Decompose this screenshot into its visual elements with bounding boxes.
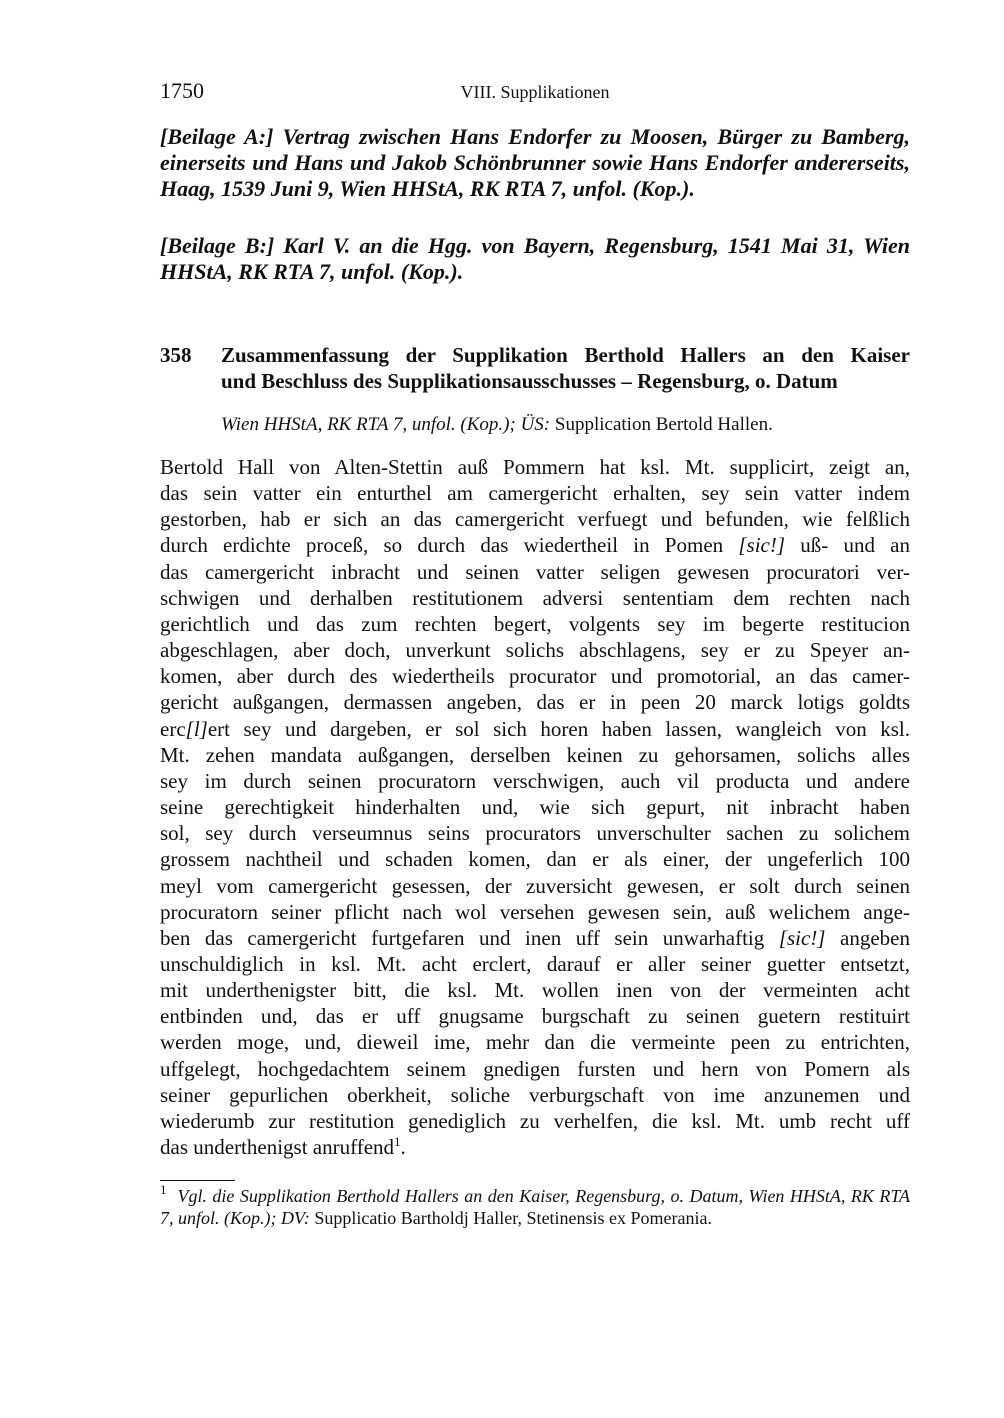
sic-note: [sic!] xyxy=(778,925,826,950)
body-line: das camergericht inbracht und seinen vatter seligen gewesen procuratori ver- xyxy=(160,559,910,584)
body-line: wiederumb zur restitution genediglich zu verhelfen, die ksl. Mt. umb recht uff xyxy=(160,1108,910,1133)
beilage-a xyxy=(160,124,910,202)
source-note xyxy=(221,412,910,438)
body-line: procuratorn seiner pflicht nach wol versehen gewesen sein, auß welichem ange- xyxy=(160,899,910,924)
body-line: seine gerechtigkeit hinderhalten und, wie sich gepurt, nit inbracht haben xyxy=(160,795,910,820)
body-text-segment: ert sey und dargeben, er sol sich horen haben lassen, wangleich von ksl. xyxy=(207,716,910,741)
body-line: Mt. zehen mandata außgangen, derselben keinen zu gehorsamen, solichs alles xyxy=(160,742,910,767)
footnote-marker: 1 xyxy=(160,1182,167,1197)
running-title: VIII. Supplikationen xyxy=(460,82,610,102)
beilage-a-line: einerseits und Hans und Jakob Schönbrunner sowie Hans Endorfer andererseits, xyxy=(160,150,910,175)
body-line: schwigen und derhalben restitutionem adversi sententiam dem rechten nach xyxy=(160,585,910,610)
body-line: sey im durch seinen procuratorn verschwigen, auch vil producta und andere xyxy=(160,768,910,793)
body-text-segment: das underthenigst anruffend xyxy=(160,1135,395,1160)
body-line: meyl vom camergericht gesessen, der zuversicht gewesen, er solt durch seinen xyxy=(160,873,910,898)
body-line: abgeschlagen, aber doch, unverkunt solichs abschlagens, sey er zu Speyer an- xyxy=(160,638,910,663)
page-number: 1750 xyxy=(160,78,204,103)
body-text-segment: . xyxy=(400,1135,406,1160)
entry-number: 358 xyxy=(160,343,192,367)
body-line: das sein vatter ein enturthel am camergericht erhalten, sey sein vatter indem xyxy=(160,481,910,506)
footnote-title: Supplicatio Bartholdj Haller, Stetinensis ex Pomerania. xyxy=(309,1208,713,1228)
footnote-reference-text: Vgl. die Supplikation Berthold Hallers an den Kaiser, Regensburg, o. Datum, Wien HHStA, RK RTA 7, unfol. (Kop.); DV: xyxy=(160,1186,911,1228)
body-line: entbinden und, das er uff gnugsame burgschaft zu seinen guetern restituirt xyxy=(160,1004,910,1029)
body-line: gericht außgangen, dermassen angeben, das er in peen 20 marck lotigs goldts xyxy=(160,690,910,715)
beilage-b-line: HHStA, RK RTA 7, unfol. (Kop.). xyxy=(160,259,464,284)
body-text-segment: uß- und an xyxy=(785,533,910,558)
footnote xyxy=(160,1182,911,1229)
body-line: mit underthenigster bitt, die ksl. Mt. wollen inen von der vermeinten acht xyxy=(160,978,910,1003)
emendation-note: [l] xyxy=(185,716,208,741)
footnote-divider xyxy=(160,1180,235,1181)
body-line: uffgelegt, hochgedachtem seinem gnedigen fursten und hern von Pomern als xyxy=(160,1056,910,1081)
entry-title xyxy=(221,342,910,394)
body-line xyxy=(160,532,910,558)
body-line: grossem nachtheil und schaden komen, dan er als einer, der ungeferlich 100 xyxy=(160,847,910,872)
body-text-segment: durch erdichte proceß, so durch das wiedertheil in Pomen xyxy=(160,533,739,558)
beilage-a-line: Haag, 1539 Juni 9, Wien HHStA, RK RTA 7, unfol. (Kop.). xyxy=(160,176,695,201)
body-line xyxy=(160,925,910,951)
body-line: unschuldiglich in ksl. Mt. acht erclert, darauf er aller seiner guetter entsetzt, xyxy=(160,951,910,976)
body-text-segment: ben das camergericht furtgefaren und inen uff sein unwarhaftig xyxy=(160,925,779,950)
body-line: seiner gepurlichen oberkheit, soliche verburgschaft von ime anzunemen und xyxy=(160,1082,910,1107)
body-line: gerichtlich und das zum rechten begert, volgents sey im begerte restitucion xyxy=(160,611,910,636)
body-text-segment: angeben xyxy=(825,925,910,950)
beilage-a-line: [Beilage A:] Vertrag zwischen Hans Endorfer zu Moosen, Bürger zu Bamberg, xyxy=(160,124,910,149)
body-text xyxy=(160,454,910,1160)
body-text-segment: erc xyxy=(160,716,186,741)
body-line: komen, aber durch des wiedertheils procurator und promotorial, an das camer- xyxy=(160,664,910,689)
body-line: Bertold Hall von Alten-Stettin auß Pommern hat ksl. Mt. supplicirt, zeigt an, xyxy=(160,455,910,479)
body-line xyxy=(160,716,910,742)
beilage-b-line: [Beilage B:] Karl V. an die Hgg. von Bayern, Regensburg, 1541 Mai 31, Wien xyxy=(160,233,910,258)
body-line: sol, sey durch verseumnus seins procurators unverschulter sachen zu solichem xyxy=(160,821,910,846)
page-header xyxy=(160,78,910,108)
entry-title-line: und Beschluss des Supplikationsausschusses – Regensburg, o. Datum xyxy=(221,369,838,393)
body-line: werden moge, und, dieweil ime, mehr dan die vermeinte peen zu entrichten, xyxy=(160,1030,910,1055)
entry-title-line: Zusammenfassung der Supplikation Berthold Hallers an den Kaiser xyxy=(221,343,910,367)
beilage-b xyxy=(160,233,910,285)
body-line xyxy=(160,1134,910,1160)
footnote-reference[interactable]: 1 xyxy=(394,1134,401,1150)
source-reference: Wien HHStA, RK RTA 7, unfol. (Kop.); ÜS: xyxy=(221,414,551,435)
body-line: gestorben, hab er sich an das camergericht verfuegt und befunden, wie felßlich xyxy=(160,507,910,532)
sic-note: [sic!] xyxy=(738,533,786,558)
source-title: Supplication Bertold Hallen. xyxy=(550,414,773,435)
